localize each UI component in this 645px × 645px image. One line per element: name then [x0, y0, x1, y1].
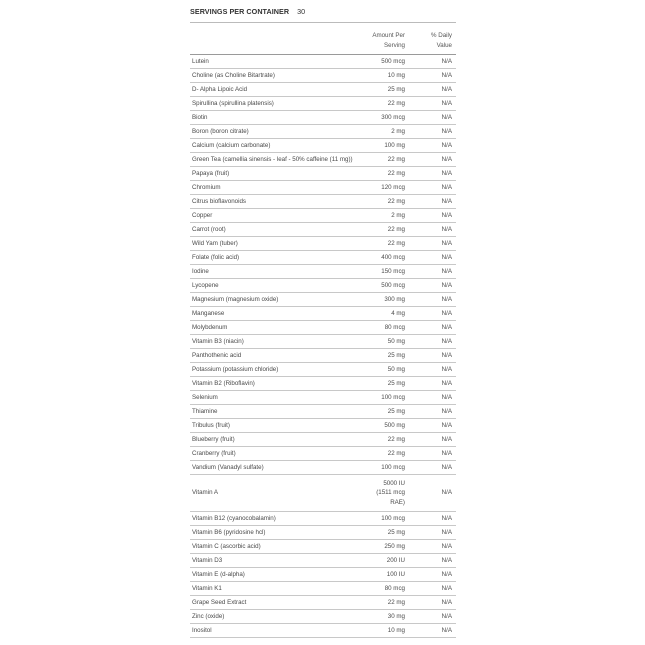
nutrient-amount: 25 mg — [368, 349, 413, 363]
nutrient-name: Cranberry (fruit) — [190, 447, 368, 461]
table-row — [190, 568, 456, 582]
nutrient-daily-value: N/A — [413, 447, 456, 461]
table-row — [190, 111, 456, 125]
nutrient-amount: 100 mcg — [368, 512, 413, 526]
table-row — [190, 526, 456, 540]
nutrient-daily-value: N/A — [413, 265, 456, 279]
header-name — [190, 31, 368, 55]
nutrient-amount: 120 mcg — [368, 181, 413, 195]
nutrient-amount: 22 mg — [368, 596, 413, 610]
nutrient-daily-value: N/A — [413, 596, 456, 610]
nutrient-amount: 100 mcg — [368, 391, 413, 405]
table-row — [190, 377, 456, 391]
nutrient-amount: 80 mcg — [368, 582, 413, 596]
table-row — [190, 349, 456, 363]
nutrient-amount: 22 mg — [368, 153, 413, 167]
header-amount-line2: Serving — [384, 42, 405, 49]
nutrient-name: Calcium (calcium carbonate) — [190, 139, 368, 153]
nutrient-amount-line: 5000 IU — [383, 479, 405, 487]
nutrient-name: Inositol — [190, 624, 368, 638]
nutrient-amount: 100 mcg — [368, 461, 413, 475]
nutrient-daily-value: N/A — [413, 335, 456, 349]
nutrient-name: D- Alpha Lipoic Acid — [190, 83, 368, 97]
nutrient-name: Blueberry (fruit) — [190, 433, 368, 447]
nutrient-amount: 4 mg — [368, 307, 413, 321]
nutrient-amount: 500 mcg — [368, 279, 413, 293]
table-row — [190, 209, 456, 223]
nutrient-daily-value: N/A — [413, 433, 456, 447]
nutrient-daily-value: N/A — [413, 349, 456, 363]
nutrient-amount: 22 mg — [368, 167, 413, 181]
nutrient-daily-value: N/A — [413, 391, 456, 405]
nutrient-name: Magnesium (magnesium oxide) — [190, 293, 368, 307]
nutrient-name: Lycopene — [190, 279, 368, 293]
nutrient-daily-value: N/A — [413, 419, 456, 433]
nutrient-amount: 25 mg — [368, 377, 413, 391]
table-row — [190, 624, 456, 638]
nutrient-daily-value: N/A — [413, 540, 456, 554]
header-daily-value — [413, 31, 456, 55]
nutrient-name: Vandium (Vanadyl sulfate) — [190, 461, 368, 475]
nutrient-amount: 25 mg — [368, 526, 413, 540]
table-row — [190, 69, 456, 83]
nutrient-name: Iodine — [190, 265, 368, 279]
nutrient-daily-value: N/A — [413, 181, 456, 195]
nutrient-name: Copper — [190, 209, 368, 223]
table-row — [190, 433, 456, 447]
nutrient-daily-value: N/A — [413, 554, 456, 568]
nutrient-daily-value: N/A — [413, 475, 456, 512]
header-amount-line1: Amount Per — [372, 32, 405, 39]
nutrient-daily-value: N/A — [413, 526, 456, 540]
nutrient-name: Tribulus (fruit) — [190, 419, 368, 433]
nutrient-name: Selenium — [190, 391, 368, 405]
nutrient-name: Vitamin E (d-alpha) — [190, 568, 368, 582]
table-row — [190, 461, 456, 475]
table-row — [190, 293, 456, 307]
table-row — [190, 475, 456, 512]
nutrient-name: Thiamine — [190, 405, 368, 419]
nutrient-daily-value: N/A — [413, 195, 456, 209]
nutrient-name: Biotin — [190, 111, 368, 125]
supplement-facts-panel — [190, 6, 456, 638]
nutrient-amount: 150 mcg — [368, 265, 413, 279]
nutrient-name: Wild Yam (tuber) — [190, 237, 368, 251]
nutrient-rows — [190, 55, 456, 638]
servings-per-container — [190, 6, 456, 23]
nutrient-name: Zinc (oxide) — [190, 610, 368, 624]
nutrient-amount: 10 mg — [368, 624, 413, 638]
table-row — [190, 55, 456, 69]
nutrient-daily-value: N/A — [413, 167, 456, 181]
nutrient-name: Choline (as Choline Bitartrate) — [190, 69, 368, 83]
nutrient-name: Papaya (fruit) — [190, 167, 368, 181]
nutrient-name: Spirullina (spirullina platensis) — [190, 97, 368, 111]
nutrient-table — [190, 31, 456, 638]
nutrient-amount — [368, 475, 413, 512]
nutrient-name: Boron (boron citrate) — [190, 125, 368, 139]
nutrient-daily-value: N/A — [413, 237, 456, 251]
nutrient-daily-value: N/A — [413, 405, 456, 419]
table-row — [190, 447, 456, 461]
table-row — [190, 391, 456, 405]
table-row — [190, 596, 456, 610]
nutrient-amount-line: RAE) — [390, 498, 405, 506]
servings-value: 30 — [297, 7, 306, 16]
nutrient-daily-value: N/A — [413, 321, 456, 335]
nutrient-amount: 25 mg — [368, 83, 413, 97]
nutrient-daily-value: N/A — [413, 251, 456, 265]
table-row — [190, 419, 456, 433]
table-row — [190, 139, 456, 153]
nutrient-name: Vitamin K1 — [190, 582, 368, 596]
nutrient-amount: 22 mg — [368, 195, 413, 209]
table-row — [190, 321, 456, 335]
nutrient-amount: 50 mg — [368, 335, 413, 349]
nutrient-name: Vitamin C (ascorbic acid) — [190, 540, 368, 554]
table-row — [190, 265, 456, 279]
nutrient-name: Citrus bioflavonoids — [190, 195, 368, 209]
nutrient-daily-value: N/A — [413, 610, 456, 624]
nutrient-amount: 22 mg — [368, 447, 413, 461]
nutrient-daily-value: N/A — [413, 624, 456, 638]
nutrient-amount: 10 mg — [368, 69, 413, 83]
nutrient-amount: 2 mg — [368, 209, 413, 223]
nutrient-daily-value: N/A — [413, 293, 456, 307]
servings-label: SERVINGS PER CONTAINER — [190, 7, 290, 16]
nutrient-amount: 300 mg — [368, 293, 413, 307]
nutrient-daily-value: N/A — [413, 209, 456, 223]
nutrient-name: Vitamin A — [190, 475, 368, 512]
table-row — [190, 181, 456, 195]
nutrient-name: Carrot (root) — [190, 223, 368, 237]
nutrient-amount: 100 mg — [368, 139, 413, 153]
table-row — [190, 83, 456, 97]
table-header-row — [190, 31, 456, 55]
nutrient-name: Vitamin B2 (Riboflavin) — [190, 377, 368, 391]
table-row — [190, 405, 456, 419]
nutrient-amount: 22 mg — [368, 97, 413, 111]
nutrient-name: Vitamin D3 — [190, 554, 368, 568]
nutrient-amount: 500 mcg — [368, 55, 413, 69]
nutrient-amount: 400 mcg — [368, 251, 413, 265]
nutrient-name: Manganese — [190, 307, 368, 321]
nutrient-amount: 25 mg — [368, 405, 413, 419]
table-row — [190, 279, 456, 293]
nutrient-amount: 250 mg — [368, 540, 413, 554]
nutrient-amount: 2 mg — [368, 125, 413, 139]
nutrient-amount: 100 IU — [368, 568, 413, 582]
nutrient-name: Potassium (potassium chloride) — [190, 363, 368, 377]
nutrient-amount: 80 mcg — [368, 321, 413, 335]
table-row — [190, 610, 456, 624]
nutrient-daily-value: N/A — [413, 582, 456, 596]
nutrient-daily-value: N/A — [413, 568, 456, 582]
nutrient-daily-value: N/A — [413, 125, 456, 139]
table-row — [190, 97, 456, 111]
nutrient-daily-value: N/A — [413, 153, 456, 167]
nutrient-amount: 500 mg — [368, 419, 413, 433]
nutrient-daily-value: N/A — [413, 512, 456, 526]
nutrient-name: Green Tea (camellia sinensis - leaf - 50% caffeine (11 mg)) — [190, 153, 368, 167]
nutrient-amount: 22 mg — [368, 433, 413, 447]
nutrient-name: Grape Seed Extract — [190, 596, 368, 610]
table-row — [190, 540, 456, 554]
nutrient-daily-value: N/A — [413, 307, 456, 321]
nutrient-daily-value: N/A — [413, 111, 456, 125]
nutrient-name: Molybdenum — [190, 321, 368, 335]
nutrient-daily-value: N/A — [413, 55, 456, 69]
nutrient-name: Lutein — [190, 55, 368, 69]
nutrient-amount: 30 mg — [368, 610, 413, 624]
table-row — [190, 512, 456, 526]
nutrient-daily-value: N/A — [413, 363, 456, 377]
table-row — [190, 125, 456, 139]
nutrient-daily-value: N/A — [413, 97, 456, 111]
nutrient-name: Vitamin B12 (cyanocobalamin) — [190, 512, 368, 526]
table-row — [190, 307, 456, 321]
nutrient-daily-value: N/A — [413, 139, 456, 153]
table-row — [190, 237, 456, 251]
header-amount-per-serving — [368, 31, 413, 55]
table-row — [190, 167, 456, 181]
table-row — [190, 582, 456, 596]
table-row — [190, 363, 456, 377]
nutrient-daily-value: N/A — [413, 69, 456, 83]
table-row — [190, 251, 456, 265]
nutrient-amount: 50 mg — [368, 363, 413, 377]
table-row — [190, 223, 456, 237]
nutrient-daily-value: N/A — [413, 83, 456, 97]
table-row — [190, 554, 456, 568]
nutrient-amount: 300 mcg — [368, 111, 413, 125]
nutrient-name: Vitamin B3 (niacin) — [190, 335, 368, 349]
nutrient-amount: 22 mg — [368, 237, 413, 251]
nutrient-name: Panthothenic acid — [190, 349, 368, 363]
header-dv-line2: Value — [436, 42, 452, 49]
nutrient-amount: 22 mg — [368, 223, 413, 237]
nutrient-daily-value: N/A — [413, 223, 456, 237]
table-row — [190, 335, 456, 349]
nutrient-amount: 200 IU — [368, 554, 413, 568]
nutrient-daily-value: N/A — [413, 461, 456, 475]
table-row — [190, 195, 456, 209]
header-dv-line1: % Daily — [431, 32, 452, 39]
nutrient-daily-value: N/A — [413, 377, 456, 391]
nutrient-name: Chromium — [190, 181, 368, 195]
table-row — [190, 153, 456, 167]
nutrient-name: Folate (folic acid) — [190, 251, 368, 265]
nutrient-name: Vitamin B6 (pyridosine hcl) — [190, 526, 368, 540]
nutrient-daily-value: N/A — [413, 279, 456, 293]
nutrient-amount-line: (1511 mcg — [376, 489, 405, 497]
